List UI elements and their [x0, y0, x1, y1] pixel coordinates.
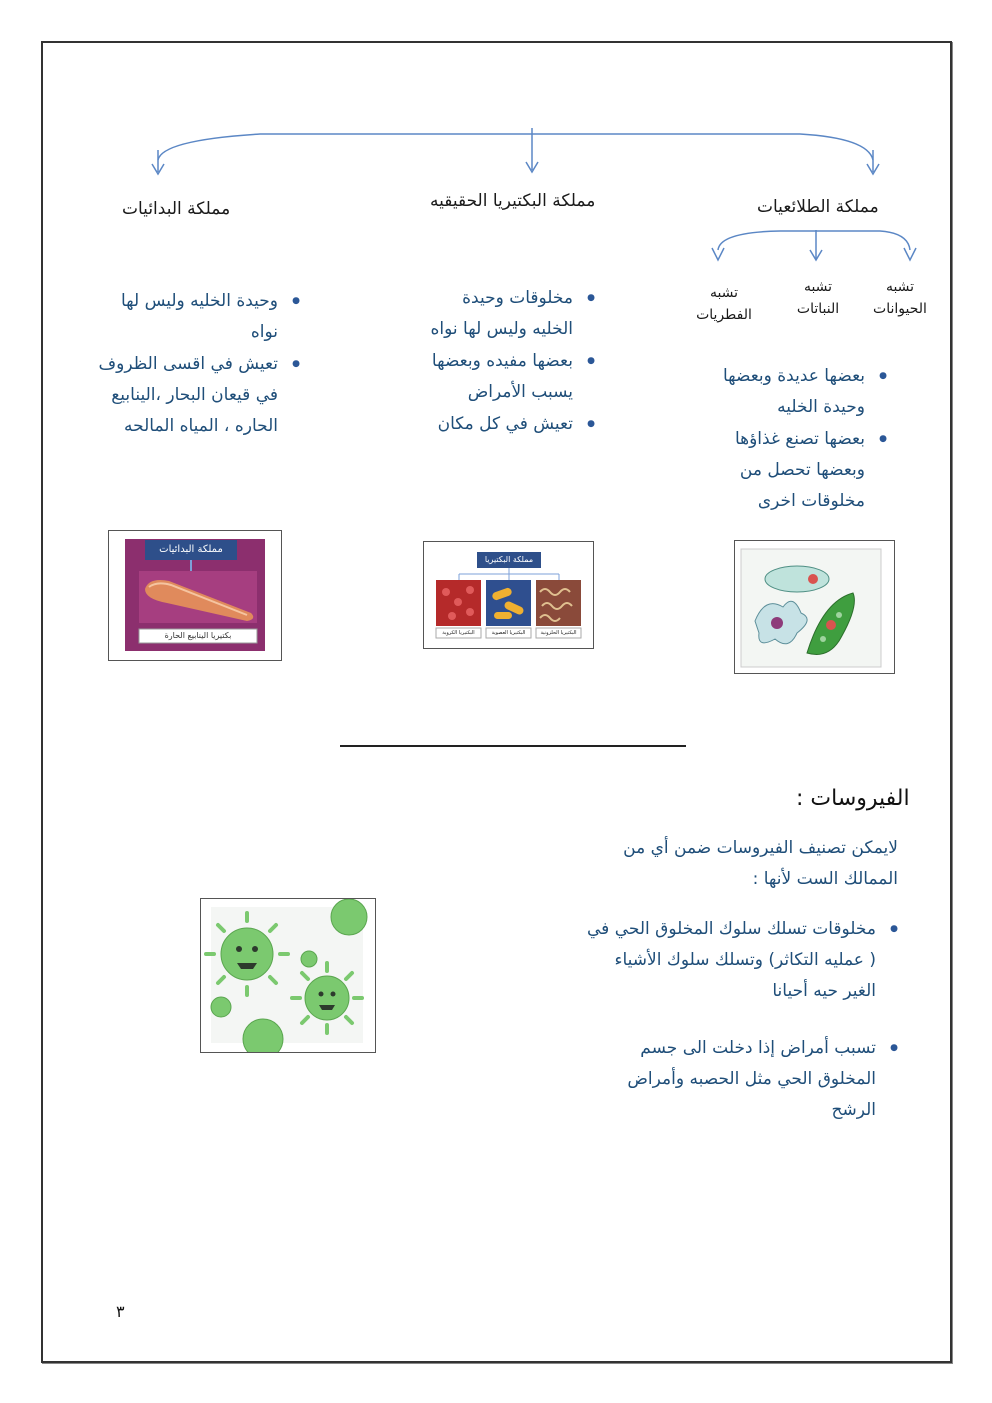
- bacteria-image: [423, 541, 594, 649]
- list-item: ● تعيش في كل مكان: [420, 409, 595, 440]
- viruses-heading: الفيروسات :: [796, 786, 910, 811]
- subtype-fungus-like: تشبه الفطريات: [696, 285, 752, 323]
- archaea-image: [108, 530, 282, 661]
- bacteria-title: مملكة البكتيريا الحقيقيه: [430, 191, 596, 211]
- bacteria-bullets: [420, 283, 595, 441]
- subtype-animal-like: تشبه الحيوانات: [873, 279, 927, 317]
- protists-title: مملكة الطلائعيات: [757, 197, 879, 217]
- virus-image: [200, 898, 376, 1053]
- list-item: ● مخلوقات تسلك سلوك المخلوق الحي في ( عمليه التكاثر) وتسلك سلوك الأشياء الغير حيه أحيانا: [578, 914, 898, 1007]
- bacteria-caption-1: البكتيريا الكروية: [442, 630, 475, 636]
- viruses-intro: لايمكن تصنيف الفيروسات ضمن أي من الممالك الست لأنها :: [623, 838, 898, 889]
- viruses-bullets: [578, 914, 898, 1127]
- protists-bullets: [715, 361, 887, 518]
- bacteria-caption-2: البكتيريا العصوية: [491, 630, 526, 636]
- page-number: ٣: [116, 1302, 125, 1321]
- section-divider: [340, 745, 686, 747]
- bacteria-image-title: مملكة البكتيريا: [477, 552, 541, 568]
- archaea-image-title: مملكة البدائيات: [145, 540, 237, 560]
- list-item: ● بعضها تصنع غذاؤها وبعضها تحصل من مخلوقات اخرى: [715, 424, 887, 517]
- protists-image: [734, 540, 895, 674]
- list-item: ● تسبب أمراض إذا دخلت الى جسم المخلوق الحي مثل الحصبه وأمراض الرشح: [578, 1033, 898, 1126]
- list-item: ● مخلوقات وحيدة الخليه وليس لها نواه: [420, 283, 595, 345]
- list-item: ● وحيدة الخليه وليس لها نواه: [90, 286, 300, 348]
- bacteria-caption-3: البكتيريا الحلزونية: [540, 630, 577, 636]
- archaea-bullets: [90, 286, 300, 443]
- archaea-title: مملكة البدائيات: [122, 199, 231, 219]
- list-item: ● تعيش في اقسى الظروف في قيعان البحار ،الينابيع الحاره ، المياه المالحه: [90, 349, 300, 442]
- list-item: ● بعضها عديدة وبعضها وحيدة الخليه: [715, 361, 887, 423]
- list-item: ● بعضها مفيده وبعضها يسبب الأمراض: [420, 346, 595, 408]
- archaea-image-caption: بكتيريا الينابيع الحارة: [164, 631, 232, 640]
- subtype-plant-like: تشبه النباتات: [796, 279, 840, 317]
